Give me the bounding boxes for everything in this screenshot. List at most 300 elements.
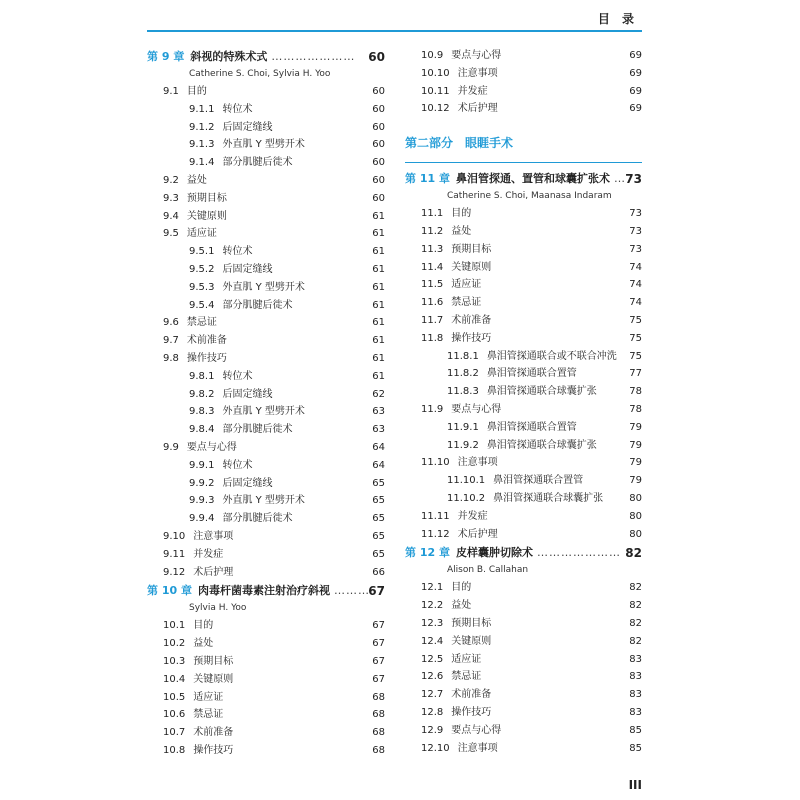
page-ref: 60 — [372, 121, 385, 133]
chapter-title: 皮样囊肿切除术 — [455, 546, 533, 560]
section-number: 11.9.1 — [447, 421, 479, 433]
page-ref: 68 — [372, 709, 385, 721]
section-number: 9.3 — [163, 192, 179, 204]
section-title: 部分肌腱后徙术 — [222, 157, 293, 169]
page-ref: 67 — [368, 584, 385, 599]
chapter-entry[interactable] — [405, 169, 642, 189]
section-number: 9.2 — [163, 174, 179, 186]
section-number: 12.5 — [421, 653, 444, 665]
section-entry[interactable] — [147, 635, 385, 653]
subsection-entry[interactable] — [147, 261, 385, 279]
section-title: 关键原则 — [193, 673, 234, 685]
subsection-entry[interactable] — [405, 365, 642, 383]
section-title: 预期目标 — [186, 192, 227, 204]
subsection-entry[interactable] — [147, 279, 385, 297]
section-number: 10.1 — [163, 620, 186, 632]
section-title: 后固定缝线 — [222, 263, 273, 275]
header-rule — [147, 30, 642, 32]
section-number: 11.6 — [421, 297, 444, 309]
chapter-author: Catherine S. Choi, Maanasa Indaram — [447, 191, 612, 202]
section-number: 12.3 — [421, 617, 444, 629]
section-title: 后固定缝线 — [222, 121, 273, 133]
page-ref: 61 — [372, 299, 385, 311]
section-number: 9.9.2 — [189, 477, 215, 489]
section-number: 10.8 — [163, 744, 186, 756]
chapter-title: 斜视的特殊术式 — [190, 50, 268, 63]
page-ref: 60 — [372, 139, 385, 151]
section-entry[interactable] — [147, 528, 385, 546]
page-ref: 65 — [372, 477, 385, 489]
section-number: 12.2 — [421, 600, 444, 612]
subsection-entry[interactable] — [147, 403, 385, 421]
section-title: 部分肌腱后徙术 — [222, 513, 293, 525]
section-entry[interactable] — [147, 225, 385, 243]
page-ref: 73 — [629, 208, 642, 220]
toc-column-right — [405, 47, 642, 757]
page-ref: 61 — [372, 281, 385, 293]
section-number: 9.4 — [163, 210, 179, 222]
part-number: 第二部分 — [405, 136, 454, 151]
section-entry[interactable] — [405, 100, 642, 118]
section-title: 并发症 — [457, 510, 488, 522]
section-title: 注意事项 — [457, 457, 498, 469]
subsection-entry[interactable] — [405, 472, 642, 490]
section-number: 9.9 — [163, 441, 179, 453]
section-entry[interactable] — [147, 190, 385, 208]
subsection-entry[interactable] — [147, 475, 385, 493]
page-ref: 66 — [372, 566, 385, 578]
section-entry[interactable] — [405, 294, 642, 312]
page-ref: 75 — [629, 314, 642, 326]
section-number: 9.5.2 — [189, 263, 215, 275]
section-number: 10.10 — [421, 67, 450, 79]
section-title: 外直肌 Y 型劈开术 — [222, 281, 305, 293]
page-ref: 75 — [629, 332, 642, 344]
section-title: 禁忌证 — [186, 317, 217, 329]
section-title: 操作技巧 — [451, 706, 492, 718]
section-number: 11.1 — [421, 208, 444, 220]
section-title: 禁忌证 — [193, 709, 224, 721]
toc-column-left — [147, 47, 385, 760]
section-title: 要点与心得 — [451, 50, 502, 61]
page-ref: 69 — [629, 50, 642, 61]
section-entry[interactable] — [147, 546, 385, 564]
page-ref: 82 — [629, 635, 642, 647]
page-ref: 80 — [629, 510, 642, 522]
section-title: 后固定缝线 — [222, 388, 273, 400]
section-number: 10.12 — [421, 103, 450, 115]
section-title: 部分肌腱后徙术 — [222, 299, 293, 311]
page-ref: 85 — [629, 724, 642, 736]
section-title: 禁忌证 — [451, 297, 482, 309]
chapter-entry[interactable] — [405, 543, 642, 563]
subsection-entry[interactable] — [147, 510, 385, 528]
section-entry[interactable] — [405, 205, 642, 223]
section-title: 后固定缝线 — [222, 477, 273, 489]
page-ref: 60 — [372, 157, 385, 169]
subsection-entry[interactable] — [405, 383, 642, 401]
page-ref: 83 — [629, 671, 642, 683]
section-entry[interactable] — [405, 722, 642, 740]
page-ref: 68 — [372, 727, 385, 739]
section-entry[interactable] — [147, 742, 385, 760]
section-title: 目的 — [451, 582, 472, 594]
section-title: 注意事项 — [457, 742, 498, 754]
section-entry[interactable] — [147, 671, 385, 689]
page-ref: 85 — [629, 742, 642, 754]
page-ref: 82 — [629, 617, 642, 629]
page-ref: 73 — [629, 225, 642, 237]
section-title: 益处 — [451, 600, 472, 612]
section-number: 12.9 — [421, 724, 444, 736]
page-ref: 74 — [629, 297, 642, 309]
section-title: 外直肌 Y 型劈开术 — [222, 139, 305, 151]
page-ref: 83 — [629, 653, 642, 665]
section-title: 鼻泪管探通联合球囊扩张 — [486, 386, 597, 398]
section-number: 11.10 — [421, 457, 450, 469]
section-number: 10.6 — [163, 709, 186, 721]
page-ref: 82 — [629, 600, 642, 612]
subsection-entry[interactable] — [405, 419, 642, 437]
page-ref: 61 — [372, 335, 385, 347]
section-title: 预期目标 — [451, 617, 492, 629]
section-number: 10.5 — [163, 691, 186, 703]
chapter-number: 第 10 章 — [147, 584, 192, 598]
section-number: 12.10 — [421, 742, 450, 754]
section-number: 9.12 — [163, 566, 186, 578]
page-ref: 60 — [368, 50, 385, 64]
section-number: 12.6 — [421, 671, 444, 683]
section-title: 预期目标 — [193, 655, 234, 667]
page-ref: 78 — [629, 403, 642, 415]
section-title: 转位术 — [222, 370, 253, 382]
section-title: 目的 — [451, 208, 472, 220]
page-ref: 79 — [629, 439, 642, 451]
page-ref: 80 — [629, 492, 642, 504]
section-number: 9.8.2 — [189, 388, 215, 400]
section-number: 11.9 — [421, 403, 444, 415]
section-number: 9.1.4 — [189, 157, 215, 169]
section-number: 9.7 — [163, 335, 179, 347]
page-ref: 73 — [629, 243, 642, 255]
chapter-author: Sylvia H. Yoo — [189, 603, 247, 614]
page-ref: 60 — [372, 103, 385, 115]
leader-dots: … — [613, 172, 626, 186]
leader-dots: ……… — [333, 584, 370, 598]
section-number: 9.5 — [163, 228, 179, 240]
section-title: 要点与心得 — [451, 724, 502, 736]
section-number: 9.5.3 — [189, 281, 215, 293]
section-entry[interactable] — [405, 83, 642, 101]
section-number: 9.1.3 — [189, 139, 215, 151]
page-ref: 63 — [372, 424, 385, 436]
section-title: 鼻泪管探通联合置管 — [486, 368, 577, 380]
section-entry[interactable] — [405, 401, 642, 419]
section-entry[interactable] — [405, 686, 642, 704]
page-ref: 67 — [372, 655, 385, 667]
chapter-title: 鼻泪管探通、置管和球囊扩张术 — [455, 172, 610, 186]
section-title: 益处 — [451, 225, 472, 237]
chapter-author: Catherine S. Choi, Sylvia H. Yoo — [189, 69, 331, 79]
section-entry[interactable] — [147, 172, 385, 190]
page-ref: 61 — [372, 263, 385, 275]
section-title: 关键原则 — [186, 210, 227, 222]
chapter-entry[interactable] — [147, 47, 385, 67]
section-title: 益处 — [193, 638, 214, 650]
page-ref: 61 — [372, 246, 385, 258]
section-number: 12.7 — [421, 689, 444, 701]
section-title: 鼻泪管探通联合置管 — [486, 421, 577, 433]
section-title: 要点与心得 — [186, 441, 237, 453]
page-ref: 61 — [372, 228, 385, 240]
section-entry[interactable] — [405, 597, 642, 615]
section-entry[interactable] — [405, 508, 642, 526]
page-ref: 80 — [629, 528, 642, 540]
section-number: 11.3 — [421, 243, 444, 255]
section-title: 术前准备 — [186, 335, 227, 347]
section-entry[interactable] — [147, 439, 385, 457]
section-title: 外直肌 Y 型劈开术 — [222, 406, 305, 418]
section-entry[interactable] — [405, 223, 642, 241]
page-ref: 64 — [372, 441, 385, 453]
section-entry[interactable] — [147, 208, 385, 226]
section-title: 术后护理 — [457, 103, 498, 115]
page-ref: 78 — [629, 386, 642, 398]
section-title: 鼻泪管探通联合球囊扩张 — [493, 492, 604, 504]
subsection-entry[interactable] — [405, 437, 642, 455]
page-ref: 75 — [629, 350, 642, 362]
section-title: 并发症 — [457, 85, 488, 97]
section-entry[interactable] — [405, 615, 642, 633]
page-ref: 79 — [629, 421, 642, 433]
part-title: 眼睚手术 — [465, 136, 514, 151]
section-entry[interactable] — [405, 633, 642, 651]
section-entry[interactable] — [405, 65, 642, 83]
page-ref: 61 — [372, 370, 385, 382]
section-entry[interactable] — [405, 259, 642, 277]
subsection-entry[interactable] — [147, 421, 385, 439]
section-number: 9.9.4 — [189, 513, 215, 525]
section-title: 转位术 — [222, 103, 253, 115]
section-title: 部分肌腱后徙术 — [222, 424, 293, 436]
page-ref: 73 — [625, 172, 642, 187]
section-title: 禁忌证 — [451, 671, 482, 683]
section-number: 9.6 — [163, 317, 179, 329]
subsection-entry[interactable] — [405, 490, 642, 508]
section-entry[interactable] — [405, 312, 642, 330]
section-number: 9.1.1 — [189, 103, 215, 115]
section-number: 9.1.2 — [189, 121, 215, 133]
section-number: 9.5.1 — [189, 246, 215, 258]
subsection-entry[interactable] — [147, 386, 385, 404]
section-title: 转位术 — [222, 459, 253, 471]
chapter-number: 第 12 章 — [405, 546, 450, 560]
section-title: 术后护理 — [193, 566, 234, 578]
section-title: 注意事项 — [193, 530, 234, 542]
chapter-entry[interactable] — [147, 581, 385, 601]
page-ref: 83 — [629, 689, 642, 701]
section-entry[interactable] — [147, 689, 385, 707]
page-ref: 67 — [372, 620, 385, 632]
section-title: 转位术 — [222, 246, 253, 258]
section-title: 适应证 — [193, 691, 224, 703]
section-entry[interactable] — [147, 617, 385, 635]
section-entry[interactable] — [405, 668, 642, 686]
section-number: 11.2 — [421, 225, 444, 237]
subsection-entry[interactable] — [147, 136, 385, 154]
section-title: 术后护理 — [457, 528, 498, 540]
section-number: 11.10.2 — [447, 492, 486, 504]
page-ref: 79 — [629, 457, 642, 469]
part-heading — [405, 126, 642, 163]
page-ref: 69 — [629, 85, 642, 97]
page-ref: 60 — [372, 86, 385, 97]
section-number: 12.8 — [421, 706, 444, 718]
page-ref: 62 — [372, 388, 385, 400]
section-entry[interactable] — [147, 350, 385, 368]
section-title: 适应证 — [451, 653, 482, 665]
page-ref: 82 — [629, 582, 642, 594]
section-number: 11.4 — [421, 261, 444, 273]
section-number: 11.8.1 — [447, 350, 479, 362]
section-title: 适应证 — [186, 228, 217, 240]
page-ref: 65 — [372, 513, 385, 525]
page-ref: 61 — [372, 210, 385, 222]
section-number: 9.8 — [163, 352, 179, 364]
page-number: III — [628, 778, 642, 792]
section-title: 鼻泪管探通联合置管 — [493, 475, 584, 487]
section-entry[interactable] — [405, 651, 642, 669]
leader-dots: ………………… — [536, 546, 621, 560]
section-number: 11.10.1 — [447, 475, 486, 487]
chapter-number: 第 9 章 — [147, 50, 185, 63]
page-ref: 68 — [372, 691, 385, 703]
section-entry[interactable] — [405, 526, 642, 544]
page-ref: 68 — [372, 744, 385, 756]
section-entry[interactable] — [405, 47, 642, 65]
section-number: 9.1 — [163, 86, 179, 97]
section-number: 11.8 — [421, 332, 444, 344]
section-title: 并发症 — [193, 548, 224, 560]
page-ref: 69 — [629, 67, 642, 79]
section-entry[interactable] — [405, 579, 642, 597]
section-entry[interactable] — [147, 314, 385, 332]
section-entry[interactable] — [405, 740, 642, 758]
page-ref: 61 — [372, 352, 385, 364]
section-number: 12.4 — [421, 635, 444, 647]
section-title: 术前准备 — [451, 689, 492, 701]
page-ref: 82 — [625, 546, 642, 561]
section-number: 11.8.2 — [447, 368, 479, 380]
page-ref: 67 — [372, 638, 385, 650]
page-ref: 61 — [372, 317, 385, 329]
section-entry[interactable] — [405, 454, 642, 472]
section-number: 10.11 — [421, 85, 450, 97]
page-ref: 69 — [629, 103, 642, 115]
page-ref: 60 — [372, 174, 385, 186]
subsection-entry[interactable] — [147, 101, 385, 119]
page-ref: 79 — [629, 475, 642, 487]
page-ref: 77 — [629, 368, 642, 380]
page-ref: 60 — [372, 192, 385, 204]
page-ref: 65 — [372, 530, 385, 542]
section-entry[interactable] — [147, 706, 385, 724]
section-title: 关键原则 — [451, 635, 492, 647]
section-title: 操作技巧 — [186, 352, 227, 364]
page-ref: 74 — [629, 261, 642, 273]
section-entry[interactable] — [147, 724, 385, 742]
section-number: 11.5 — [421, 279, 444, 291]
section-number: 11.11 — [421, 510, 450, 522]
subsection-entry[interactable] — [405, 348, 642, 366]
page-ref: 64 — [372, 459, 385, 471]
section-entry[interactable] — [405, 241, 642, 259]
page-ref: 74 — [629, 279, 642, 291]
section-number: 11.8.3 — [447, 386, 479, 398]
section-number: 10.7 — [163, 727, 186, 739]
section-entry[interactable] — [147, 332, 385, 350]
section-title: 目的 — [186, 86, 207, 97]
section-entry[interactable] — [405, 330, 642, 348]
subsection-entry[interactable] — [147, 457, 385, 475]
section-title: 目的 — [193, 620, 214, 632]
section-title: 鼻泪管探通联合球囊扩张 — [486, 439, 597, 451]
toc-right-top — [405, 47, 642, 118]
subsection-entry[interactable] — [147, 368, 385, 386]
subsection-entry[interactable] — [147, 154, 385, 172]
section-number: 9.8.1 — [189, 370, 215, 382]
page-header-title: 目 录 — [597, 12, 638, 26]
section-entry[interactable] — [147, 653, 385, 671]
page-ref: 67 — [372, 673, 385, 685]
section-entry[interactable] — [405, 704, 642, 722]
section-number: 10.4 — [163, 673, 186, 685]
section-title: 外直肌 Y 型劈开术 — [222, 495, 305, 507]
toc-right-entries — [405, 169, 642, 757]
section-title: 关键原则 — [451, 261, 492, 273]
page-ref: 63 — [372, 406, 385, 418]
section-number: 9.9.3 — [189, 495, 215, 507]
subsection-entry[interactable] — [147, 243, 385, 261]
section-number: 9.11 — [163, 548, 186, 560]
section-entry[interactable] — [147, 83, 385, 101]
section-title: 术前准备 — [451, 314, 492, 326]
subsection-entry[interactable] — [147, 297, 385, 315]
section-number: 12.1 — [421, 582, 444, 594]
section-title: 益处 — [186, 174, 207, 186]
page-ref: 65 — [372, 548, 385, 560]
section-number: 9.8.4 — [189, 424, 215, 436]
subsection-entry[interactable] — [147, 119, 385, 137]
section-title: 注意事项 — [457, 67, 498, 79]
leader-dots: ………………… — [271, 50, 356, 63]
chapter-author: Alison B. Callahan — [447, 565, 529, 576]
section-title: 操作技巧 — [451, 332, 492, 344]
subsection-entry[interactable] — [147, 492, 385, 510]
section-number: 11.7 — [421, 314, 444, 326]
section-number: 9.5.4 — [189, 299, 215, 311]
section-title: 术前准备 — [193, 727, 234, 739]
section-number: 10.9 — [421, 50, 444, 61]
section-entry[interactable] — [405, 276, 642, 294]
page-ref: 83 — [629, 706, 642, 718]
section-entry[interactable] — [147, 564, 385, 582]
section-title: 操作技巧 — [193, 744, 234, 756]
section-number: 11.9.2 — [447, 439, 479, 451]
section-number: 10.2 — [163, 638, 186, 650]
chapter-title: 肉毒杆菌毒素注射治疗斜视 — [197, 584, 330, 598]
section-title: 要点与心得 — [451, 403, 502, 415]
